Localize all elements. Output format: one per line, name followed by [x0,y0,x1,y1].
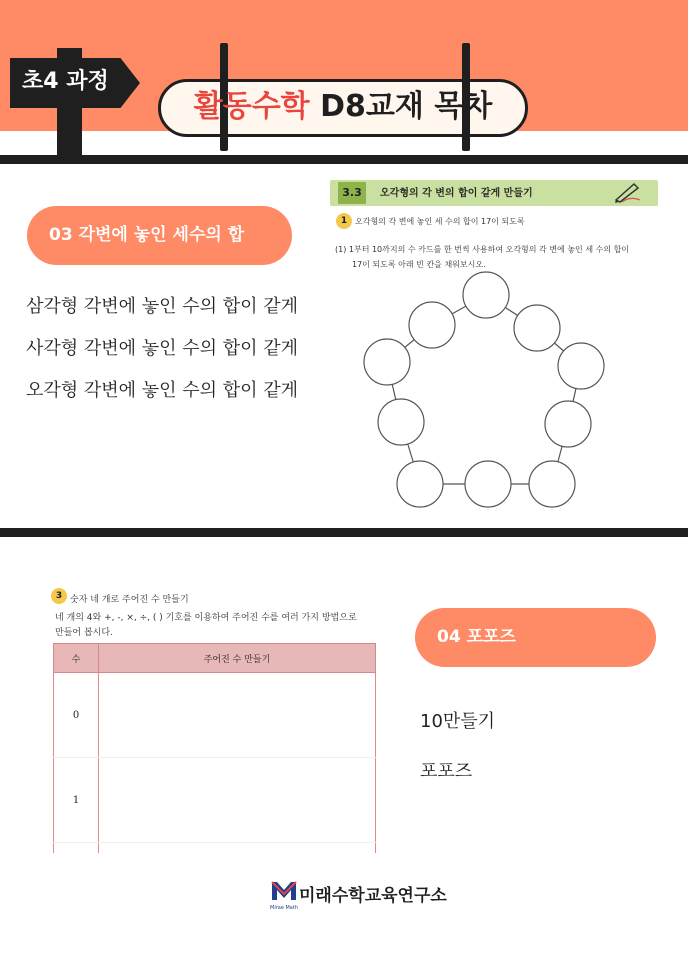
worksheet-instruction: 오각형의 각 변에 놓인 세 수의 합이 17이 되도록 [355,217,525,226]
worksheet2-badge: 3 [51,588,67,604]
worksheet-badge-1: 1 [336,213,352,229]
pentagon-circle-1[interactable] [463,272,509,318]
section1-line-2: 사각형 각변에 놓인 수의 합이 같게 [26,338,299,359]
section2-line-1: 10만들기 [420,711,496,732]
worksheet2-instruction-1: 네 개의 4와 +, -, ×, ÷, ( ) 기호를 이용하여 주어진 수를 여러 가지 방법으로 [55,613,357,623]
table-cell-answer[interactable] [99,673,376,758]
pentagon-circle-10[interactable] [529,461,575,507]
worksheet2-instruction-2: 만들어 봅시다. [55,628,113,638]
pentagon-circle-2[interactable] [409,302,455,348]
pentagon-circle-5[interactable] [558,343,604,389]
page-title-accent: 활동수학 [193,89,310,124]
section1-line-1: 삼각형 각변에 놓인 수의 합이 같게 [26,296,299,317]
table-row [54,673,376,758]
worksheet-question-line-1: (1) 1부터 10까지의 수 카드를 한 번씩 사용하여 오각형의 각 변에 놓인 세 수의 합이 [335,245,630,254]
worksheet2-table [53,643,376,853]
worksheet-number: 3.3 [338,182,366,204]
table-cell-number: 1 [54,758,99,843]
grade-label: 초4 과정 [22,69,109,94]
table-cell-answer[interactable] [99,843,376,854]
section1-line-3: 오각형 각변에 놓인 수의 합이 같게 [26,380,299,401]
logo-name: 미래수학교육연구소 [299,886,447,906]
pencil-icon [612,180,642,204]
table-header-number: 수 [54,644,99,673]
table-cell-number [54,843,99,854]
logo-subtitle: Mirae Math [270,905,298,911]
worksheet-title: 오각형의 각 변의 합이 같게 만들기 [380,188,533,199]
table-header-make: 주어진 수 만들기 [99,644,376,673]
table-row [54,843,376,854]
pentagon-circle-8[interactable] [397,461,443,507]
pentagon-circle-9[interactable] [465,461,511,507]
page-title-rest: D8교재 목차 [309,89,493,124]
pentagon-circle-7[interactable] [545,401,591,447]
pentagon-circle-3[interactable] [514,305,560,351]
section-divider-middle [0,528,688,537]
pentagon-diagram [350,268,620,513]
worksheet2-table-wrap [53,643,376,853]
page-title [158,79,528,137]
table-cell-answer[interactable] [99,758,376,843]
section-pill-04: 04 포포즈 [415,608,656,667]
section-divider-top [0,155,688,164]
worksheet2-title: 숫자 네 개로 주어진 수 만들기 [70,595,189,605]
pentagon-circle-6[interactable] [378,399,424,445]
table-cell-number: 0 [54,673,99,758]
pentagon-circle-4[interactable] [364,339,410,385]
section2-line-2: 포포즈 [420,761,473,782]
worksheet-question-line-2: 17이 되도록 아래 빈 칸을 채워보시오. [352,260,486,269]
section-pill-03: 03 각변에 놓인 세수의 합 [27,206,292,265]
table-row [54,758,376,843]
logo-mark-icon [270,880,298,904]
